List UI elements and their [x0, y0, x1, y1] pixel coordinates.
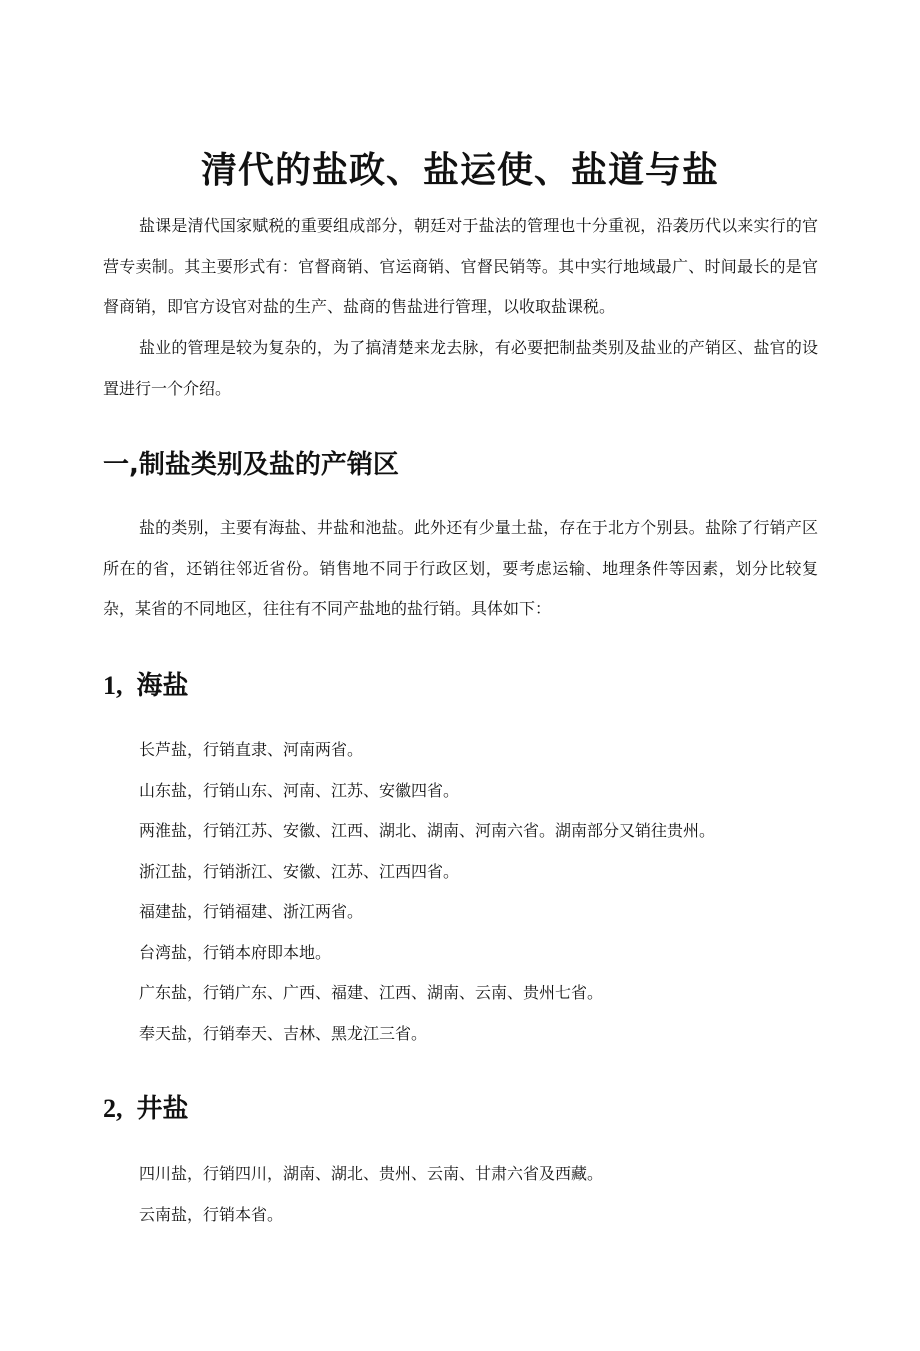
list-item: 广东盐，行销广东、广西、福建、江西、湖南、云南、贵州七省。: [139, 983, 604, 1002]
document-title: 清代的盐政、盐运使、盐道与盐: [200, 150, 719, 192]
well-salt-list: [139, 1154, 819, 1235]
section-heading-1: 一,制盐类别及盐的产销区: [103, 450, 399, 480]
sub-heading-well-salt: [103, 1089, 189, 1129]
list-item: 两淮盐，行销江苏、安徽、江西、湖北、湖南、河南六省。湖南部分又销往贵州。: [139, 821, 716, 840]
list-item: 长芦盐，行销直隶、河南两省。: [139, 740, 364, 759]
intro-paragraph-2: 盐业的管理是较为复杂的，为了搞清楚来龙去脉，有必要把制盐类别及盐业的产销区、盐官的设置进行一个介绍。: [103, 338, 818, 398]
sub-heading-label: 海盐: [136, 671, 189, 701]
intro-paragraph-1: 盐课是清代国家赋税的重要组成部分，朝廷对于盐法的管理也十分重视，沿袭历代以来实行的官营专卖制。其主要形式有：官督商销、官运商销、官督民销等。其中实行地域最广、时间最长的是官督商销，即官方设官对盐的生产、盐商的售盐进行管理，以收取盐课税。: [103, 216, 818, 316]
list-item: 台湾盐，行销本府即本地。: [139, 942, 332, 962]
list-item: 四川盐，行销四川，湖南、湖北、贵州、云南、甘肃六省及西藏。: [139, 1164, 604, 1183]
list-item: 浙江盐，行销浙江、安徽、江苏、江西四省。: [139, 861, 460, 881]
sub-heading-label: 井盐: [136, 1094, 189, 1124]
list-item: 福建盐，行销福建、浙江两省。: [139, 902, 364, 921]
sub-heading-sea-salt: [103, 666, 189, 706]
sea-salt-list: [139, 730, 819, 1054]
sub-heading-number: 1,: [103, 671, 123, 700]
list-item: 奉天盐，行销奉天、吉林、黑龙江三省。: [139, 1023, 428, 1043]
sub-heading-number: 2,: [103, 1094, 123, 1123]
list-item: 山东盐，行销山东、河南、江苏、安徽四省。: [139, 780, 460, 800]
list-item: 云南盐，行销本省。: [139, 1204, 284, 1224]
section-1-paragraph: 盐的类别，主要有海盐、井盐和池盐。此外还有少量土盐，存在于北方个别县。盐除了行销产区所在的省，还销往邻近省份。销售地不同于行政区划，要考虑运输、地理条件等因素，划分比较复杂，某省的不同地区，往往有不同产盐地的盐行销。具体如下：: [103, 518, 818, 618]
